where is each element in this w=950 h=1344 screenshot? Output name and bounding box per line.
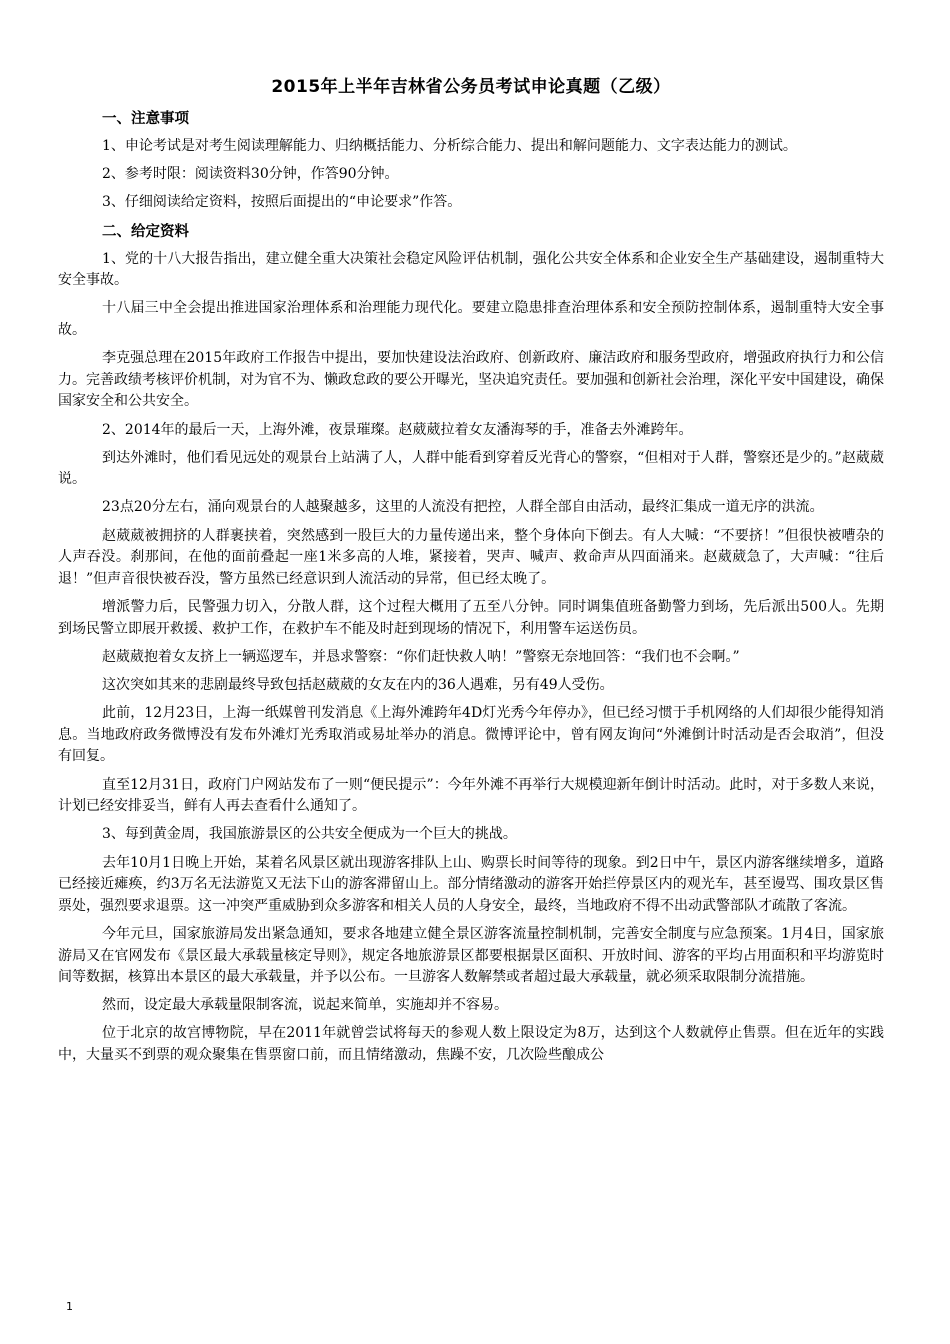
material-paragraph: 这次突如其来的悲剧最终导致包括赵葳葳的女友在内的36人遇难，另有49人受伤。 [102, 677, 614, 693]
material-paragraph: 去年10月1日晚上开始，某着名风景区就出现游客排队上山、购票长时间等待的现象。到2日中午，景区内游客继续增多，道路已经接近瘫痪，约3万名无法游览又无法下山的游客滞留山上。部分情绪激动的游客开始拦停景区内的观光车，甚至谩骂、围攻景区售票处，强烈要求退票。这一冲突严重威胁到众多游客和相关人员的人身安全，最终，当地政府不得不出动武警部队才疏散了客流。 [58, 854, 884, 914]
document-page [58, 74, 884, 1073]
notes-paragraph: 2、参考时限：阅读资料30分钟，作答90分钟。 [102, 166, 399, 183]
material-paragraph: 此前，12月23日，上海一纸媒曾刊发消息《上海外滩跨年4D灯光秀今年停办》，但已经习惯于手机网络的人们却很少能得知消息。当地政府政务微博没有发布外滩灯光秀取消或易址举办的消息。微博评论中，曾有网友询问“外滩倒计时活动是否会取消”，但没有回复。 [58, 705, 884, 765]
section-heading-materials: 二、给定资料 [102, 223, 189, 240]
page-number: 1 [66, 1300, 73, 1313]
document-title: 2015年上半年吉林省公务员考试申论真题（乙级） [271, 77, 671, 97]
material-paragraph: 位于北京的故宫博物院，早在2011年就曾尝试将每天的参观人数上限设定为8万，达到这个人数就停止售票。但在近年的实践中，大量买不到票的观众聚集在售票窗口前，而且情绪激动，焦躁不安，几次险些酿成公 [58, 1025, 884, 1064]
material-paragraph: 李克强总理在2015年政府工作报告中提出，要加快建设法治政府、创新政府、廉洁政府和服务型政府，增强政府执行力和公信力。完善政绩考核评价机制，对为官不为、懒政怠政的要公开曝光，坚决追究责任。要加强和创新社会治理，深化平安中国建设，确保国家安全和公共安全。 [58, 350, 884, 410]
material-paragraph: 今年元旦，国家旅游局发出紧急通知，要求各地建立健全景区游客流量控制机制，完善安全制度与应急预案。1月4日，国家旅游局又在官网发布《景区最大承载量核定导则》，规定各地旅游景区都要根据景区面积、开放时间、游客的平均占用面积和平均游览时间等数据，核算出本景区的最大承载量，并予以公布。一旦游客人数解禁或者超过最大承载量，就必须采取限制分流措施。 [58, 925, 884, 986]
material-paragraph: 1、党的十八大报告指出，建立健全重大决策社会稳定风险评估机制，强化公共安全体系和企业安全生产基础建设，遏制重特大安全事故。 [58, 250, 884, 289]
material-paragraph: 赵葳葳被拥挤的人群裹挟着，突然感到一股巨大的力量传递出来，整个身体向下倒去。有人大喊：“不要挤！”但很快被嘈杂的人声吞没。刹那间，在他的面前叠起一座1米多高的人堆，紧接着，哭声、喊声、救命声从四面涌来。赵葳葳急了，大声喊：“往后退！”但声音很快被吞没，警方虽然已经意识到人流活动的异常，但已经太晚了。 [58, 527, 884, 587]
material-paragraph: 23点20分左右，涌向观景台的人越聚越多，这里的人流没有把控，人群全部自由活动，最终汇集成一道无序的洪流。 [102, 499, 824, 516]
notes-paragraph: 3、仔细阅读给定资料，按照后面提出的“申论要求”作答。 [102, 194, 462, 211]
material-paragraph: 到达外滩时，他们看见远处的观景台上站满了人，人群中能看到穿着反光背心的警察，“但相对于人群，警察还是少的。”赵葳葳说。 [58, 449, 884, 488]
notes-paragraph: 1、申论考试是对考生阅读理解能力、归纳概括能力、分析综合能力、提出和解问题能力、文字表达能力的测试。 [102, 138, 797, 154]
material-paragraph: 然而，设定最大承载量限制客流，说起来简单，实施却并不容易。 [102, 997, 508, 1014]
material-paragraph: 增派警力后，民警强力切入，分散人群，这个过程大概用了五至八分钟。同时调集值班备勤警力到场，先后派出500人。先期到场民警立即展开救援、救护工作，在救护车不能及时赶到现场的情况下，利用警车运送伤员。 [58, 599, 884, 637]
material-paragraph: 直至12月31日，政府门户网站发布了一则“便民提示”：今年外滩不再举行大规模迎新年倒计时活动。此时，对于多数人来说，计划已经安排妥当，鲜有人再去查看什么通知了。 [58, 776, 884, 815]
material-paragraph: 赵葳葳抱着女友挤上一辆巡逻车，并恳求警察：“你们赶快救人呐！”警察无奈地回答：“我们也不会啊。” [102, 648, 740, 665]
material-paragraph: 2、2014年的最后一天，上海外滩，夜景璀璨。赵葳葳拉着女友潘海琴的手，准备去外滩跨年。 [102, 421, 693, 438]
material-paragraph: 3、每到黄金周，我国旅游景区的公共安全便成为一个巨大的挑战。 [102, 826, 517, 843]
section-heading-notes: 一、注意事项 [102, 111, 189, 127]
material-paragraph: 十八届三中全会提出推进国家治理体系和治理能力现代化。要建立隐患排查治理体系和安全预防控制体系，遏制重特大安全事故。 [58, 300, 884, 338]
